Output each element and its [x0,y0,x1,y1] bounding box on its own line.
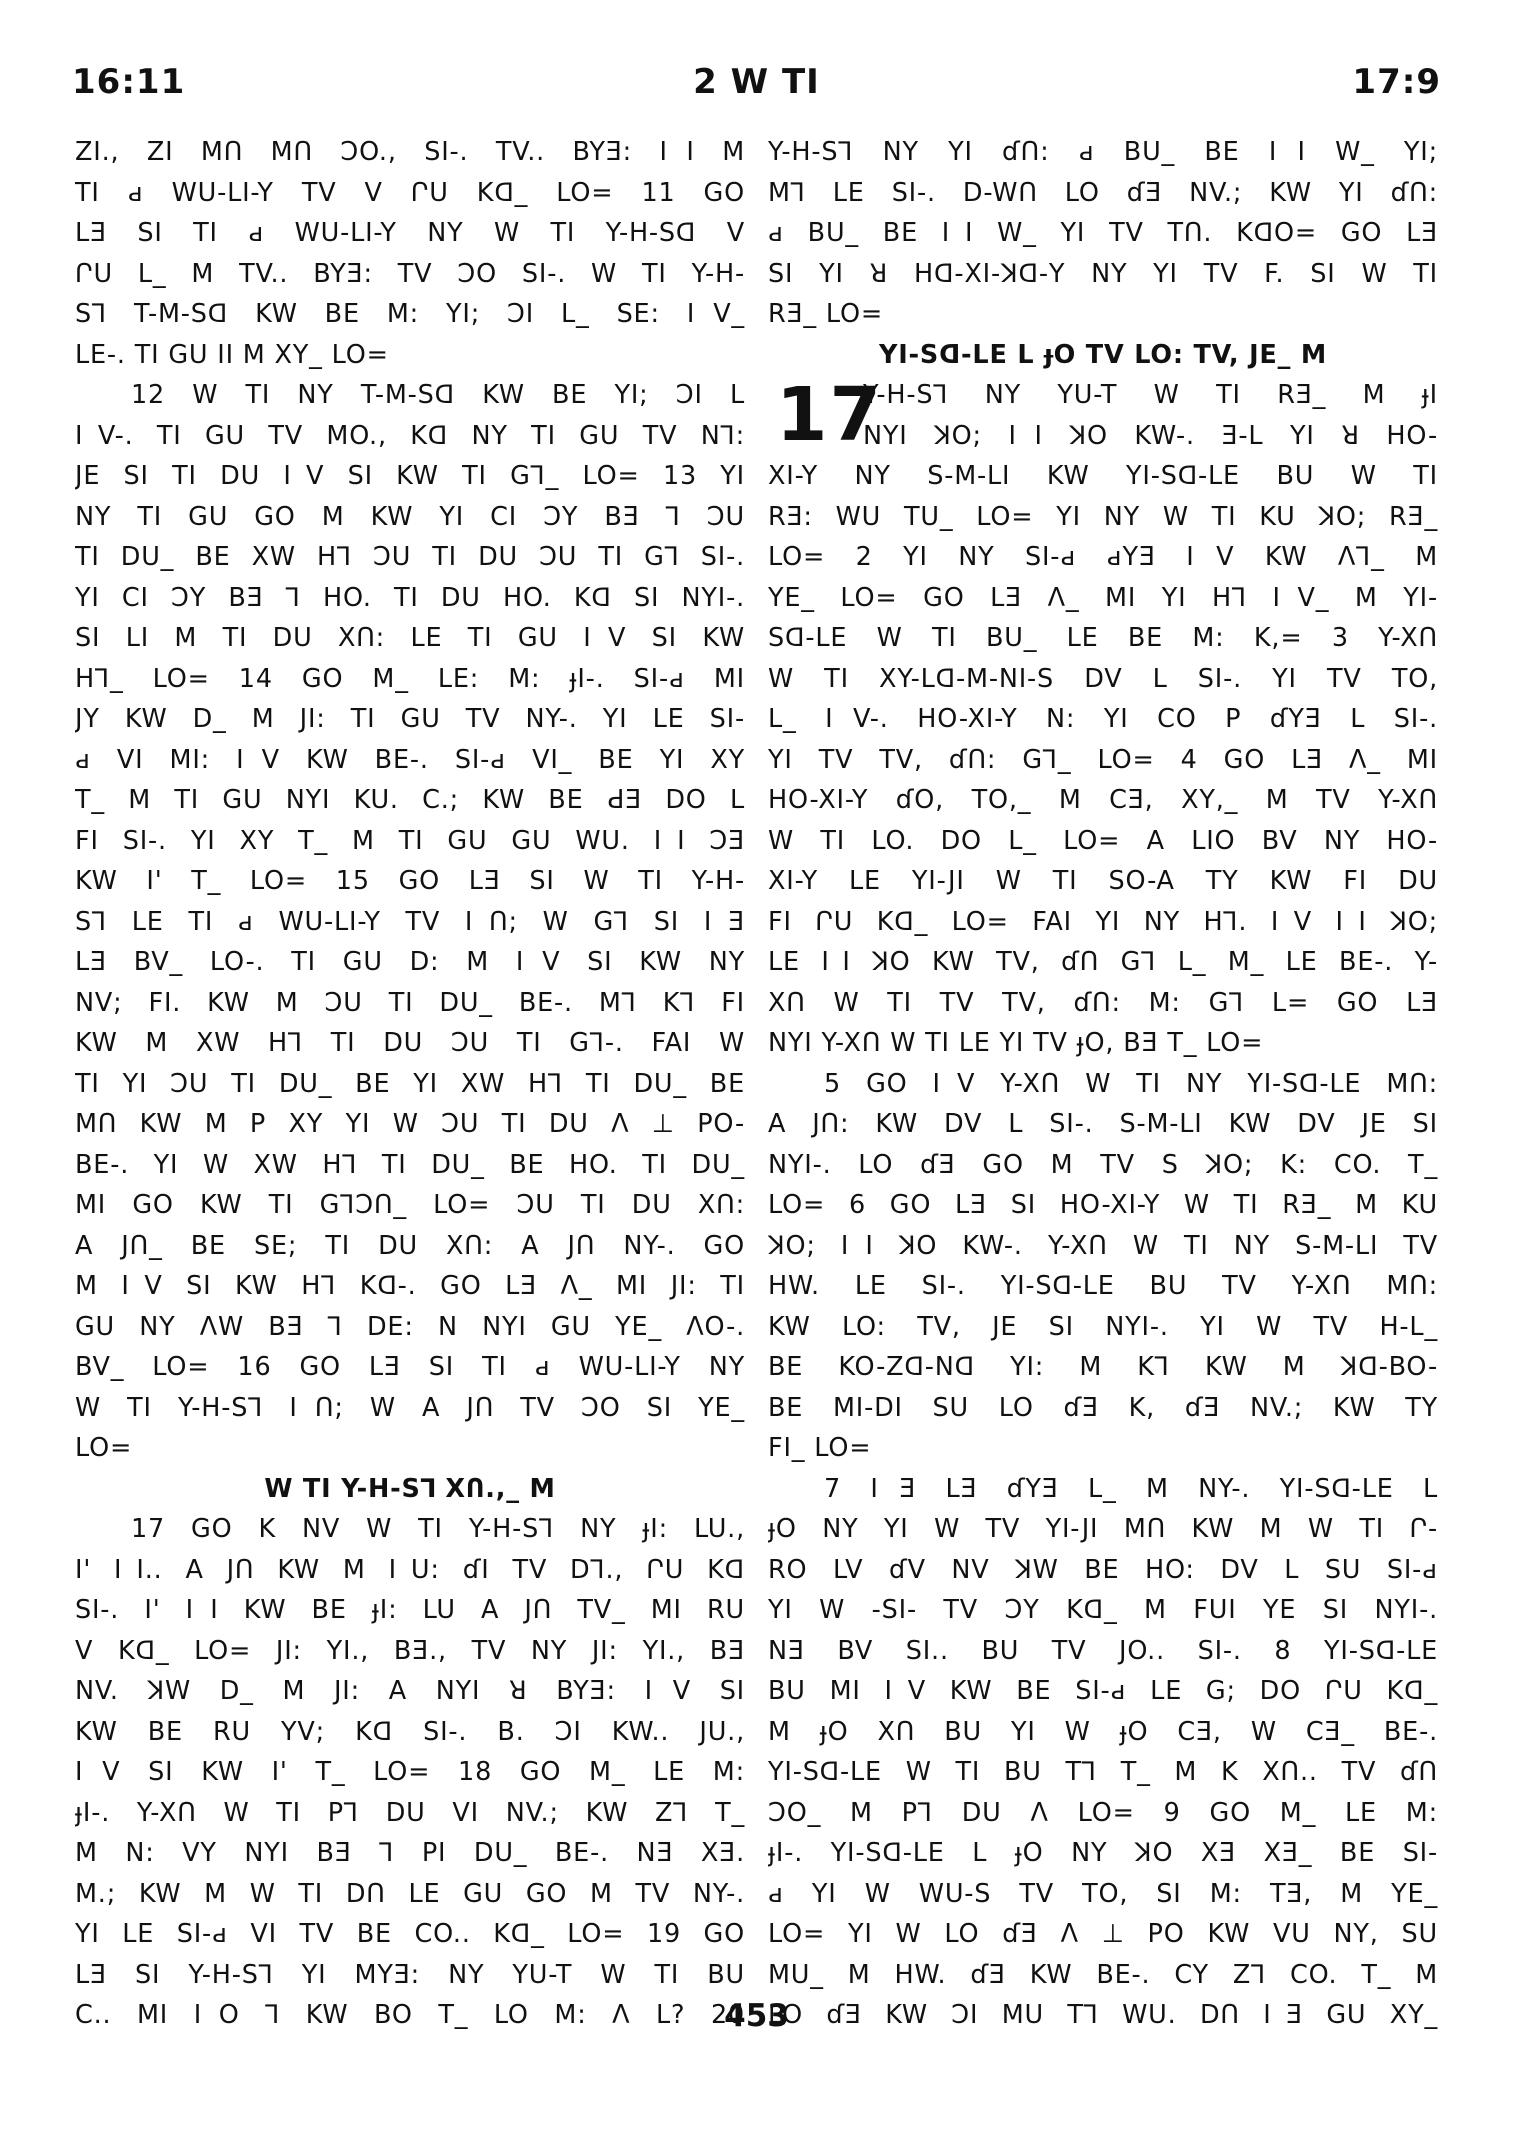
text-line: LE ⅠI ꓘO KW TV, ɗՈ G⅂ L_ M_ LE BE-. Y- [768,947,1438,977]
text-line: NY TI GU GO M KW YI CI ƆY BƎ ⅂ ƆU [75,501,745,532]
text-line: ԁ BU_ BE ⅠI W_ YI TV TՈ. KᗡO= GO LƎ [768,218,1438,248]
text-line: ɟI-. YI-Sᗡ-LE L ɟO NY ꓘO XƎ XƎ_ BE SI- [768,1838,1438,1868]
text-line: M.; KW M W TI DՈ LE GU GO M TV NY-. [75,1878,745,1909]
text-line: TI ԁ WU-LI-Y TV V ՐU Kᗡ_ LO= 11 GO [75,177,745,208]
text-line: YI CI ƆY BƎ ⅂ HO. TI DU HO. Kᗡ SI NYI-. [75,582,745,613]
text-line: LO= 6 GO LƎ SI HO-XI-Y W TI RƎ_ M KU [768,1190,1438,1220]
text-line: ZI., ZI MՈ MՈ ƆO., SI-. TV.. BYƎ: ⅠI M [75,137,745,167]
text-line: KW LO: TV, JE SI NYI-. YI W TV H-L_ [768,1311,1438,1342]
text-line: L_ ⅠV-. HO-XI-Y N: YI CO P ɗYƎ L SI-. [768,704,1438,734]
header-right-reference: 17:9 [1352,62,1441,102]
text-line: ԁ YI W WU-S TV TO, SI M: TƎ, M YE_ [768,1878,1438,1909]
text-line: T_ M TI GU NYI KU. C.; KW BE ԀƎ DO L [75,785,745,815]
text-line: W TI XY-Lᗡ-M-NI-S DV L SI-. YI TV TO, [768,663,1438,694]
text-line: KW M XW H⅂ TI DU ƆU TI G⅂-. FAI W [75,1028,745,1058]
header-book-title: 2 W TI [693,62,820,102]
text-line: LƎ SI TI ԁ WU-LI-Y NY W TI Y-H-Sᗡ V [75,218,745,248]
right-text-column [768,132,1438,2036]
text-line: LO= 2 YI NY SI-ԁ ԁYƎ ⅠV KW Λ⅂_ M [768,542,1438,572]
text-line: NV; FI. KW M ƆU TI DU_ BE-. M⅂ K⅂ FI [75,987,745,1018]
text-line: RƎ: WU TU_ LO= YI NY W TI KU ꓘO; RƎ_ [768,501,1438,532]
text-line: XI-Y NY S-M-LI KW YI-Sᗡ-LE BU W TI [768,461,1438,491]
text-line: KW I' T_ LO= 15 GO LƎ SI W TI Y-H- [75,866,745,896]
text-line: YI TV TV, ɗՈ: G⅂_ LO= 4 GO LƎ Λ_ MI [768,744,1438,775]
text-line: NYI Y-XՈ W TI LE YI TV ɟO, BƎ T_ LO= [768,1028,1264,1058]
page-number: 453 [724,1998,789,2034]
text-line: MI GO KW TI G⅂ƆՈ_ LO= ƆU TI DU XՈ: [75,1190,745,1220]
section-heading: YI-Sᗡ-LE L ɟO TV LO: TV, JE_ M [878,339,1328,370]
text-line: XՈ W TI TV TV, ɗՈ: M: G⅂ L= GO LƎ [768,987,1438,1018]
text-line: MU_ M HW. ɗƎ KW BE-. CY Z⅂ CO. T_ M [768,1959,1438,1990]
text-line: ɟI-. Y-XՈ W TI P⅂ DU VI NV.; KW Z⅂ T_ [75,1797,745,1828]
text-line: ɟO NY YI W TV YI-JI MՈ KW M W TI Ր- [768,1514,1438,1544]
text-line: NYI ꓘO; ⅠI ꓘO KW-. Ǝ-L YI ꓤ HO- [863,420,1438,451]
text-line: GU NY ΛW BƎ ⅂ DE: N NYI GU YE_ ΛO-. [75,1311,745,1342]
text-line: RƎ_ LO= [768,299,884,329]
text-line: ꓘO; ⅠI ꓘO KW-. Y-XՈ W TI NY S-M-LI TV [768,1230,1438,1261]
text-line: LE-. TI GU ⅠI M XY_ LO= [75,339,389,370]
text-line: M ⅠV SI KW H⅂ Kᗡ-. GO LƎ Λ_ MI JI: TI [75,1271,745,1301]
text-line: NYI-. LO ɗƎ GO M TV S ꓘO; K: CO. T_ [768,1149,1438,1180]
left-text-column [75,132,745,2036]
chapter-opening [768,372,1438,458]
text-line: Y-H-S⅂ NY YI ɗՈ: ԁ BU_ BE ⅠI W_ YI; [768,137,1438,167]
text-line: FI ՐU Kᗡ_ LO= FAI YI NY H⅂. ⅠV ⅠI ꓘO; [768,906,1438,937]
text-line: A JՈ_ BE SE; TI DU XՈ: A JՈ NY-. GO [75,1230,745,1261]
header-left-reference: 16:11 [72,62,186,102]
text-line: ⅠV SI KW I' T_ LO= 18 GO M_ LE M: [75,1757,745,1787]
chapter-number: 17 [776,372,883,458]
text-line: FI_ LO= [768,1433,872,1463]
text-line: BE-. YI W XW H⅂ TI DU_ BE HO. TI DU_ [75,1149,745,1180]
text-line: SI LI M TI DU XՈ: LE TI GU ⅠV SI KW [75,623,745,653]
text-line: Sᗡ-LE W TI BU_ LE BE M: K,= 3 Y-XՈ [768,623,1438,653]
text-line: LƎ SI Y-H-S⅂ YI MYƎ: NY YU-T W TI BU [75,1959,745,1990]
text-line: NV. ꓘW D_ M JI: A NYI ꓤ BYƎ: ⅠV SI [75,1676,745,1706]
page-header [72,62,1441,112]
text-line: BU MI ⅠV KW BE SI-ԁ LE G; DO ՐU Kᗡ_ [768,1676,1438,1706]
text-line: M ɟO XՈ BU YI W ɟO CƎ, W CƎ_ BE-. [768,1716,1438,1747]
text-line: TI DU_ BE XW H⅂ ƆU TI DU ƆU TI G⅂ SI-. [75,542,745,572]
text-line: A JՈ: KW DV L SI-. S-M-LI KW DV JE SI [768,1109,1438,1139]
text-line: BE MI-DI SU LO ɗƎ K, ɗƎ NV.; KW TY [768,1392,1438,1423]
text-line: LƎ BV_ LO-. TI GU D: M ⅠV SI KW NY [75,947,745,977]
text-line: LO= [75,1433,133,1463]
text-line: S⅂ LE TI ԁ WU-LI-Y TV ⅠՈ; W G⅂ SI ⅠƎ [75,906,745,937]
text-line: NƎ BV SI.. BU TV JO.. SI-. 8 YI-Sᗡ-LE [768,1635,1438,1666]
text-line: YI LE SI-ԁ VI TV BE CO.. Kᗡ_ LO= 19 GO [75,1919,745,1949]
text-line: W TI LO. DO L_ LO= A LIO BV NY HO- [768,825,1438,856]
text-line: M⅂ LE SI-. D-WՈ LO ɗƎ NV.; KW YI ɗՈ: [768,177,1438,208]
text-line: 5 GO ⅠV Y-XՈ W TI NY YI-Sᗡ-LE MՈ: [824,1068,1438,1099]
section-heading: W TI Y-H-S⅂ XՈ.,_ M [264,1473,556,1504]
text-line: SI YI ꓤ Hᗡ-XI-ꓘᗡ-Y NY YI TV F. SI W TI [768,258,1438,289]
text-line: SI-. I' ⅠI KW BE ɟI: LU A JՈ TV_ MI RU [75,1595,745,1625]
text-line: Y-H-S⅂ NY YU-T W TI RƎ_ M ɟI [863,380,1438,410]
text-line: YI W -SI- TV ƆY Kᗡ_ M FUI YE SI NYI-. [768,1595,1438,1625]
text-line: V Kᗡ_ LO= JI: YI., BƎ., TV NY JI: YI., BƎ [75,1635,745,1666]
text-line: ⅠV-. TI GU TV MO., Kᗡ NY TI GU TV N⅂: [75,420,745,451]
text-line: XI-Y LE YI-JI W TI SO-A TY KW FI DU [768,866,1438,896]
text-line: 7 ⅠƎ LƎ ɗYƎ L_ M NY-. YI-Sᗡ-LE L [824,1473,1438,1504]
text-line: HW. LE SI-. YI-Sᗡ-LE BU TV Y-XՈ MՈ: [768,1271,1438,1301]
text-line: LO= YI W LO ɗƎ Λ ⊥ PO KW VU NY, SU [768,1919,1438,1949]
text-line: KW BE RU YV; Kᗡ SI-. B. ƆI KW.. JU., [75,1716,745,1747]
text-line: S⅂ T-M-Sᗡ KW BE M: YI; ƆI L_ SE: ⅠV_ [75,299,745,329]
text-line: JE SI TI DU ⅠV SI KW TI G⅂_ LO= 13 YI [75,461,745,491]
text-line: ƆO_ M P⅂ DU Λ LO= 9 GO M_ LE M: [768,1797,1438,1828]
text-line: I' ⅠI.. A JՈ KW M ⅠU: ɗI TV D⅂., ՐU Kᗡ [75,1554,745,1585]
text-line: FI SI-. YI XY T_ M TI GU GU WU. ⅠI ƆƎ [75,825,745,856]
text-line: H⅂_ LO= 14 GO M_ LE: M: ɟI-. SI-ԁ MI [75,663,745,694]
text-line: MՈ KW M P XY YI W ƆU TI DU Λ ⊥ PO- [75,1109,745,1139]
text-line: YE_ LO= GO LƎ Λ_ MI YI H⅂ ⅠV_ M YI- [768,582,1438,613]
text-line: 12 W TI NY T-M-Sᗡ KW BE YI; ƆI L [131,380,745,410]
text-line: ՐU L_ M TV.. BYƎ: TV ƆO SI-. W TI Y-H- [75,258,745,289]
text-line: LO ɗƎ KW ƆI MU T⅂ WU. DՈ ⅠƎ GU XY_ [768,2000,1438,2030]
text-line: JY KW D_ M JI: TI GU TV NY-. YI LE SI- [75,704,745,734]
text-line: ԁ VI MI: ⅠV KW BE-. SI-ԁ VI_ BE YI XY [75,744,745,775]
text-line: M N: VY NYI BƎ ⅂ PI DU_ BE-. NƎ XƎ. [75,1838,745,1868]
text-line: W TI Y-H-S⅂ ⅠՈ; W A JՈ TV ƆO SI YE_ [75,1392,745,1423]
text-line: HO-XI-Y ɗO, TO,_ M CƎ, XY,_ M TV Y-XՈ [768,785,1438,815]
text-line: TI YI ƆU TI DU_ BE YI XW H⅂ TI DU_ BE [75,1068,745,1099]
text-line: BV_ LO= 16 GO LƎ SI TI ԁ WU-LI-Y NY [75,1352,745,1382]
text-line: C.. MI ⅠO ⅂ KW BO T_ LO M: Λ L? 20 [75,2000,745,2030]
text-line: BE KO-Zᗡ-Nᗡ YI: M K⅂ KW M ꓘᗡ-BO- [768,1352,1438,1382]
text-line: RO LV ɗV NV ꓘW BE HO: DV L SU SI-ԁ [768,1554,1438,1585]
text-line: YI-Sᗡ-LE W TI BU T⅂ T_ M K XՈ.. TV ɗՈ [768,1757,1438,1787]
text-line: 17 GO K NV W TI Y-H-S⅂ NY ɟI: LU., [131,1514,745,1544]
